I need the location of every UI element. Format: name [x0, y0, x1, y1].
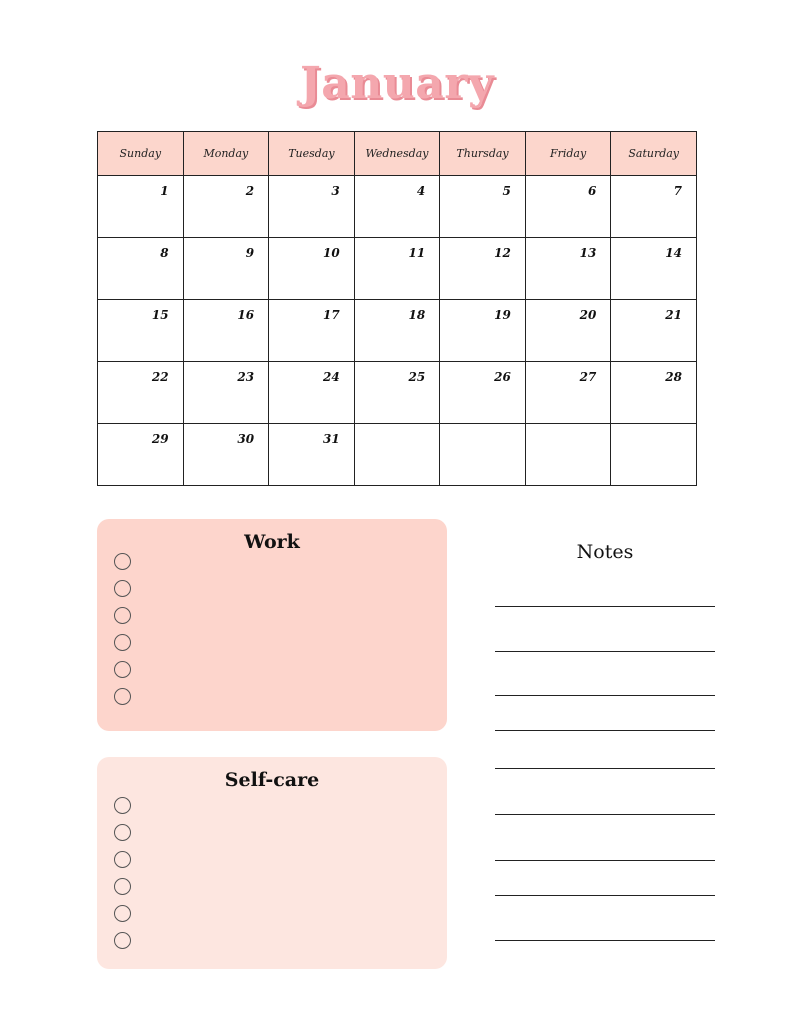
notes-line[interactable] [495, 606, 715, 607]
day-cell[interactable]: 14 [611, 238, 697, 300]
weekday-friday: Friday [525, 132, 611, 176]
day-cell[interactable]: 23 [183, 362, 269, 424]
month-title: January [299, 58, 495, 109]
work-checkbox[interactable] [114, 661, 131, 678]
selfcare-checklist [114, 797, 131, 959]
notes-line[interactable] [495, 860, 715, 861]
selfcare-title: Self-care [224, 769, 320, 791]
work-checkbox[interactable] [114, 553, 131, 570]
week-row [98, 238, 697, 300]
day-cell[interactable]: 31 [269, 424, 355, 486]
weekday-tuesday: Tuesday [269, 132, 355, 176]
day-cell[interactable]: 7 [611, 176, 697, 238]
day-cell[interactable]: 27 [525, 362, 611, 424]
weekday-wednesday: Wednesday [354, 132, 440, 176]
day-cell-empty[interactable] [611, 424, 697, 486]
selfcare-checkbox[interactable] [114, 932, 131, 949]
selfcare-checkbox[interactable] [114, 851, 131, 868]
notes-line[interactable] [495, 768, 715, 769]
day-cell[interactable]: 21 [611, 300, 697, 362]
day-cell[interactable]: 18 [354, 300, 440, 362]
day-cell[interactable]: 30 [183, 424, 269, 486]
day-cell[interactable]: 8 [98, 238, 184, 300]
work-checkbox[interactable] [114, 580, 131, 597]
day-cell[interactable]: 12 [440, 238, 526, 300]
weekday-sunday: Sunday [98, 132, 184, 176]
day-cell-empty[interactable] [440, 424, 526, 486]
selfcare-checkbox[interactable] [114, 878, 131, 895]
notes-line[interactable] [495, 651, 715, 652]
day-cell[interactable]: 16 [183, 300, 269, 362]
weekday-monday: Monday [183, 132, 269, 176]
work-checkbox[interactable] [114, 607, 131, 624]
day-cell[interactable]: 9 [183, 238, 269, 300]
notes-line[interactable] [495, 695, 715, 696]
day-cell[interactable]: 15 [98, 300, 184, 362]
work-title: Work [244, 531, 300, 553]
day-cell[interactable]: 20 [525, 300, 611, 362]
day-cell[interactable]: 2 [183, 176, 269, 238]
day-cell[interactable]: 25 [354, 362, 440, 424]
week-row [98, 362, 697, 424]
day-cell[interactable]: 3 [269, 176, 355, 238]
day-cell[interactable]: 22 [98, 362, 184, 424]
notes-line[interactable] [495, 814, 715, 815]
day-cell[interactable]: 17 [269, 300, 355, 362]
day-cell[interactable]: 11 [354, 238, 440, 300]
week-row [98, 424, 697, 486]
day-cell[interactable]: 13 [525, 238, 611, 300]
selfcare-checkbox[interactable] [114, 905, 131, 922]
notes-line[interactable] [495, 940, 715, 941]
day-cell[interactable]: 29 [98, 424, 184, 486]
day-cell[interactable]: 24 [269, 362, 355, 424]
work-checkbox[interactable] [114, 634, 131, 651]
day-cell[interactable]: 10 [269, 238, 355, 300]
notes-title: Notes [576, 541, 634, 563]
day-cell[interactable]: 6 [525, 176, 611, 238]
week-row [98, 300, 697, 362]
notes-line[interactable] [495, 895, 715, 896]
day-cell-empty[interactable] [354, 424, 440, 486]
day-cell[interactable]: 4 [354, 176, 440, 238]
work-checklist [114, 553, 131, 715]
work-checkbox[interactable] [114, 688, 131, 705]
day-cell[interactable]: 28 [611, 362, 697, 424]
weekday-header-row [98, 132, 697, 176]
day-cell[interactable]: 19 [440, 300, 526, 362]
selfcare-checkbox[interactable] [114, 824, 131, 841]
calendar-grid [97, 131, 697, 486]
weekday-thursday: Thursday [440, 132, 526, 176]
notes-line[interactable] [495, 730, 715, 731]
week-row [98, 176, 697, 238]
day-cell-empty[interactable] [525, 424, 611, 486]
work-box [97, 519, 447, 731]
day-cell[interactable]: 5 [440, 176, 526, 238]
weekday-saturday: Saturday [611, 132, 697, 176]
selfcare-box [97, 757, 447, 969]
selfcare-checkbox[interactable] [114, 797, 131, 814]
day-cell[interactable]: 26 [440, 362, 526, 424]
day-cell[interactable]: 1 [98, 176, 184, 238]
